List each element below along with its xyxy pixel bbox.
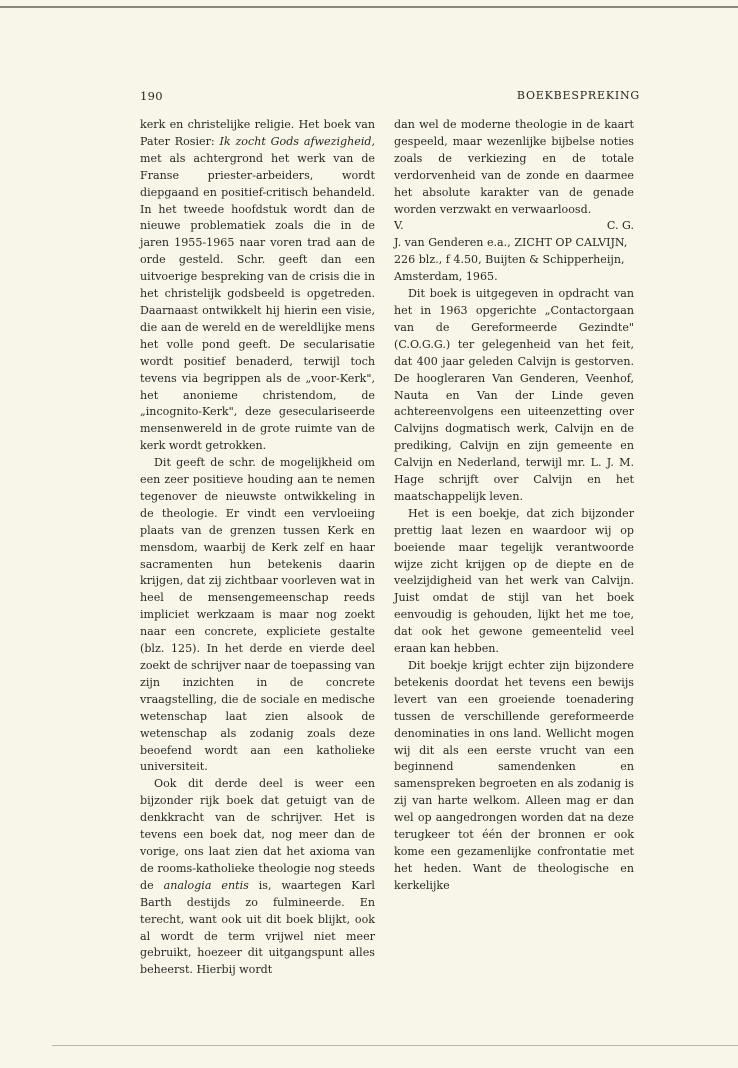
running-title: BOEKBESPREKING bbox=[516, 89, 640, 102]
text-span: met als achtergrond het werk van de Franse priester-arbeiders, wordt diepgaand en positief-critisch behandeld. In het tweede hoofdstuk wordt dan de nieuwe problematiek zoals die in de jaren 1955-1965 naar voren trad aan de orde gesteld. Schr. geeft dan een uitvoerige bespreking van de crisis die in het christelijk godsbeeld is opgetreden. Daarnaast ontwikkelt hij hierin een visie, die aan de wereld en de wereldlijke mens het volle pond geeft. De secularisatie wordt positief benaderd, terwijl toch tevens via begrippen als de „voor-Kerk", het anonieme christendom, de „incognito-Kerk", deze geseculariseerde mensenwereld in de grote ruimte van de kerk wordt getrokken. bbox=[140, 151, 375, 453]
signature-right: C. G. bbox=[606, 219, 634, 233]
book-entry: J. van Genderen e.a., ZICHT OP CALVIJN, 226 blz., f 4.50, Buijten & Schipperheijn, Amsterdam, 1965. bbox=[394, 236, 628, 284]
signature-left: V. bbox=[394, 219, 404, 233]
text-span: kerk en christelijke religie. Het boek van Pater Rosier: bbox=[140, 118, 375, 148]
bottom-edge-line bbox=[52, 1045, 738, 1046]
paragraph: Dit boekje krijgt echter zijn bijzondere betekenis doordat het tevens een bewijs levert van een groeiende toenadering tussen de verschillende gereformeerde denominaties in ons land. Wellicht mogen wij dit als een eerste vrucht van een beginnend samendenken en samenspreken begroeten en als zodanig is zij van harte welkom. Alleen mag er dan wel op aangedrongen worden dat na deze terugkeer tot één der bronnen er ook kome een gezamenlijke confrontatie met het heden. Want de theologische en kerkelijke bbox=[394, 659, 634, 892]
top-border-line bbox=[0, 6, 738, 8]
text-span: Ook dit derde deel is weer een bijzonder rijk boek dat getuigt van de denkkracht van de schrijver. Het is tevens een boek dat, nog meer dan de vorige, ons laat zien dat het axioma van de rooms-katholieke theologie nog steeds de bbox=[140, 777, 375, 892]
paragraph bbox=[140, 117, 375, 455]
page-number: 190 bbox=[140, 89, 163, 103]
signature-line bbox=[394, 218, 634, 235]
paragraph: Dit boek is uitgegeven in opdracht van het in 1963 opgerichte „Contactorgaan van de Gereformeerde Gezindte" (C.O.G.G.) ter gelegenheid van het feit, dat 400 jaar geleden Calvijn is gestorven. De hoogleraren Van Genderen, Veenhof, Nauta en Van der Linde geven achtereenvolgens een uiteenzetting over Calvijns dogmatisch werk, Calvijn en de prediking, Calvijn en zijn gemeente en Calvijn en Nederland, terwijl mr. L. J. M. Hage schrijft over Calvijn en het maatschappelijk leven. bbox=[394, 287, 634, 503]
latin-term: analogia entis bbox=[163, 878, 249, 892]
right-column bbox=[394, 117, 634, 895]
book-title: Ik zocht Gods afwezigheid, bbox=[219, 134, 375, 148]
paragraph: Het is een boekje, dat zich bijzonder prettig laat lezen en waardoor wij op boeiende maar tegelijk verantwoorde wijze zicht krijgen op de diepte en de veelzijdigheid van het werk van Calvijn. Juist omdat de stijl van het boek eenvoudig is gehouden, lijkt het me toe, dat ook het gewone gemeentelid veel eraan kan hebben. bbox=[394, 506, 634, 656]
paragraph bbox=[140, 776, 375, 979]
paragraph: Dit geeft de schr. de mogelijkheid om een zeer positieve houding aan te nemen tegenover de nieuwste ontwikkeling in de theologie. Er vindt een vervloeiing plaats van de grenzen tussen Kerk en mensdom, waarbij de Kerk zelf en haar sacramenten hun betekenis daarin krijgen, dat zij zichtbaar voorleven wat in heel de mensengemeenschap reeds impliciet werkzaam is maar nog zoekt naar een concrete, expliciete gestalte (blz. 125). In het derde en vierde deel zoekt de schrijver naar de toepassing van zijn inzichten in de concrete vraagstelling, die de sociale en medische wetenschap laat zien alsook de wetenschap als zodanig zoals deze beoefend wordt aan een katholieke universiteit. bbox=[140, 456, 375, 774]
text-span: is, waartegen Karl Barth destijds zo fulmineerde. En terecht, want ook uit dit boek blijkt, ook al wordt de term vrijwel niet meer gebruikt, hoezeer dit uitgangspunt alles beheerst. Hierbij wordt bbox=[140, 878, 375, 977]
paragraph: dan wel de moderne theologie in de kaart gespeeld, maar wezenlijke bijbelse noties zoals de verkiezing en de totale verdorvenheid van de zonde en daarmee het absolute karakter van de genade worden verzwakt en verwaarloosd. bbox=[394, 118, 634, 216]
page-header bbox=[140, 89, 640, 105]
left-column bbox=[140, 117, 375, 979]
